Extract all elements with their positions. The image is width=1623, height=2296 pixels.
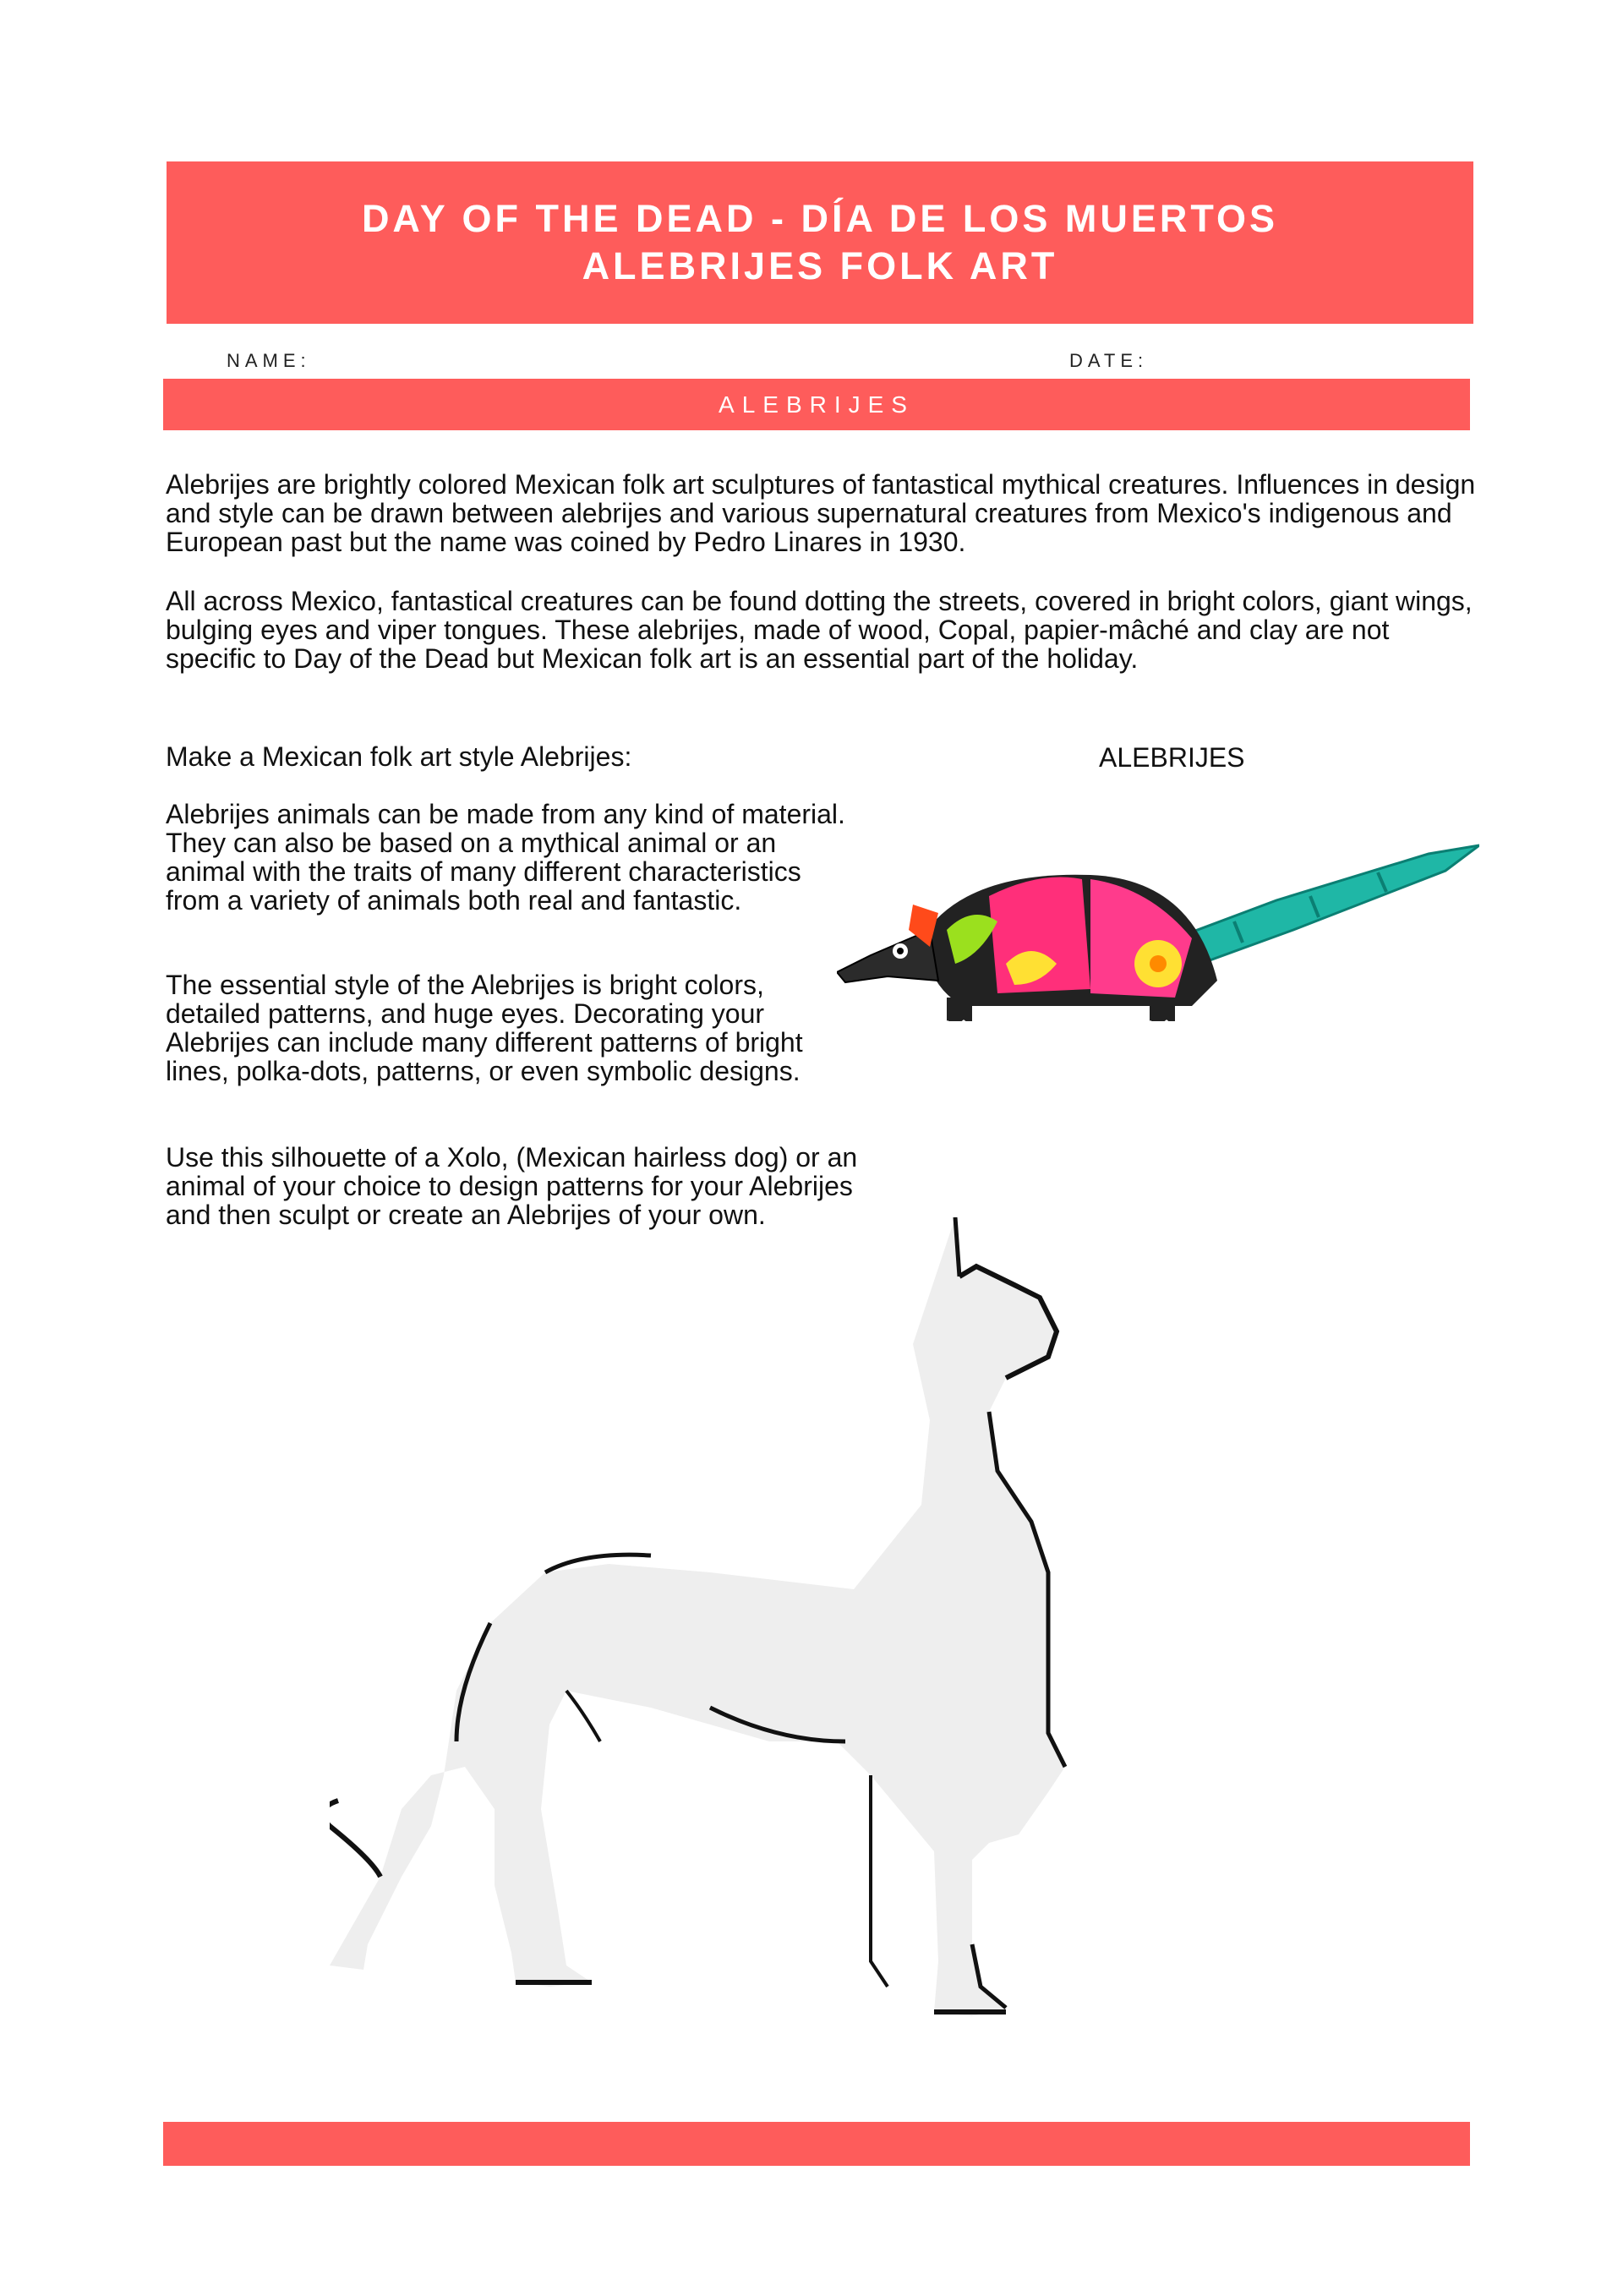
activity-paragraph-1: Alebrijes animals can be made from any kind of material. They can also be based on a mythical animal or an animal with the traits of many different characteristics from a variety of animals both real and fantastic. (166, 799, 845, 916)
title-line-1: DAY OF THE DEAD - DÍA DE LOS MUERTOS (361, 197, 1279, 240)
footer-bar (163, 2122, 1470, 2166)
activity-heading: Make a Mexican folk art style Alebrijes: (166, 741, 632, 772)
date-label: DATE: (1069, 350, 1149, 371)
alebrije-armadillo-figure (837, 837, 1479, 1031)
section-title-bar: ALEBRIJES (163, 379, 1470, 430)
image-caption: ALEBRIJES (1099, 742, 1245, 773)
intro-paragraph-1: Alebrijes are brightly colored Mexican folk art sculptures of fantastical mythical creatures. Influences in design and style can be drawn between alebrijes and various supernatural creatures from Mexico's indigenous and European past but the name was coined by Pedro Linares in 1930. (166, 469, 1476, 557)
title-line-2: ALEBRIJES FOLK ART (582, 244, 1058, 287)
name-label: NAME: (227, 350, 311, 371)
activity-paragraph-2: The essential style of the Alebrijes is bright colors, detailed patterns, and huge eyes. Decorating your Alebrijes can include many different patterns of bright lines, polka-dots, patterns, or even symbolic designs. (166, 970, 803, 1086)
intro-paragraph-2: All across Mexico, fantastical creatures can be found dotting the streets, covered in bright colors, giant wings, bulging eyes and viper tongues. These alebrijes, made of wood, Copal, papier-mâché and clay are not specific to Day of the Dead but Mexican folk art is an essential part of the holiday. (166, 586, 1473, 674)
header-banner (167, 161, 1473, 324)
xolo-dog-silhouette (330, 1217, 1243, 2080)
activity-paragraph-3: Use this silhouette of a Xolo, (Mexican hairless dog) or an animal of your choice to design patterns for your Alebrijes and then sculpt or create an Alebrijes of your own. (166, 1142, 858, 1230)
